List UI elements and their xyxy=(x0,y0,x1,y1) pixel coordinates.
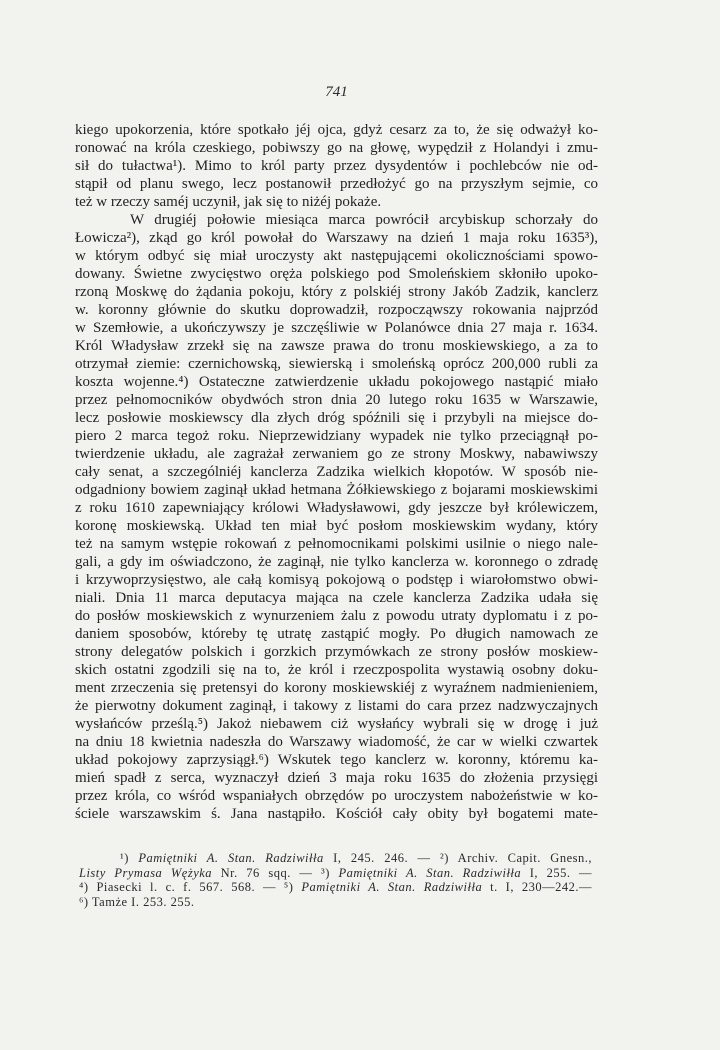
footnote-text: ⁶) Tamże I. 253. 255. xyxy=(79,894,195,909)
text-line: koronę moskiewską. Układ ten miał być posłom moskiewskim wydany, który xyxy=(75,518,598,534)
footnote-text: Nr. 76 sqq. — ³) xyxy=(212,865,339,880)
text-line: na dniu 18 kwietnia nadeszła do Warszawy wiadomość, że car w wielki czwartek xyxy=(75,734,598,750)
footnote-source-title: Listy Prymasa Wężyka xyxy=(79,865,213,880)
text-line: Łowicza²), zkąd go król powołał do Warszawy na dzień 1 maja roku 1635³), xyxy=(75,230,598,246)
text-line: też na samym wstępie rokowań z pełnomocnikami polskimi usilnie o niego nale- xyxy=(75,536,598,552)
footnote-source-title: Pamiętniki A. Stan. Radziwiłła xyxy=(138,851,324,865)
text-line: wysłańców prześlą.⁵) Jakoż niebawem ciż wysłańcy wybrali się w drogę i już xyxy=(75,716,598,732)
footnote-text: I, 245. 246. — ²) Archiv. Capit. Gnesn., xyxy=(323,851,592,865)
text-line: lecz posłowie moskiewscy dla złych dróg spóźnili się i przybyli na miejsce do- xyxy=(75,410,598,426)
text-line: w. koronny głównie do skutku doprowadził, rozpocząwszy rokowania najprzód xyxy=(75,302,598,318)
text-line: niali. Dnia 11 marca deputacya mająca na czele kanclerza Zadzika udała się xyxy=(75,590,598,606)
text-line: odgadniony bowiem zaginął układ hetmana Żółkiewskiego z bojarami moskiewskimi xyxy=(75,482,598,498)
footnote-line xyxy=(79,895,592,910)
text-line: przez króla, co wśród wspaniałych obrzędów po uroczystem nabożeństwie w ko- xyxy=(75,788,598,804)
text-line: sił do tułactwa¹). Mimo to król party przez dysydentów i pochlebców nie od- xyxy=(75,158,598,174)
text-line: strony delegatów polskich i gorzkich przymówkach ze strony posłów moskiew- xyxy=(75,644,598,660)
text-line: rzoną Moskwę do żądania pokoju, który z polskiéj strony Jakób Zadzik, kanclerz xyxy=(75,284,598,300)
text-line: układ pokojowy zaprzysiągł.⁶) Wskutek tego kanclerz w. koronny, któremu ka- xyxy=(75,752,598,768)
paragraph xyxy=(75,211,598,823)
text-line: i krzywoprzysięstwo, ale całą komisyą pokojową o podstęp i wiarołomstwo obwi- xyxy=(75,572,598,588)
footnote-line xyxy=(79,866,592,881)
footnote-line xyxy=(79,880,592,895)
text-line: dowany. Świetne zwycięstwo oręża polskiego pod Smoleńskiem skłoniło upoko- xyxy=(75,266,598,282)
text-line: piero 2 marca tegoż roku. Nieprzewidziany wypadek nie tylko przeciągnął po- xyxy=(75,428,598,444)
footnote-text: ⁴) Piasecki l. c. f. 567. 568. — ⁵) xyxy=(79,880,302,894)
footnote-text: I, 255. — xyxy=(521,865,593,880)
text-line: stąpił od planu swego, lecz postanowił przedłożyć go na przyszłym sejmie, co xyxy=(75,176,598,192)
text-line: do posłów moskiewskich z wynurzeniem żalu z powodu utraty dyplomatu i z po- xyxy=(75,608,598,624)
text-line: W drugiéj połowie miesiąca marca powrócił arcybiskup schorzały do xyxy=(130,212,598,228)
paragraph xyxy=(75,121,598,211)
text-line: też w rzeczy saméj uczynił, jak się to niżéj pokaże. xyxy=(75,194,382,210)
footnote-text: t. I, 230—242.— xyxy=(482,880,593,894)
text-line: ściele warszawskim ś. Jana nastąpiło. Kościół cały obity był bogatemi mate- xyxy=(75,806,598,822)
page-number: 741 xyxy=(325,84,348,100)
footnote-source-title: Pamiętniki A. Stan. Radziwiłła xyxy=(301,880,483,894)
text-line: że pierwotny dokument zaginął, i takowy z listami do cara przez nadzwyczajnych xyxy=(75,698,598,714)
text-line: gali, a gdy im oświadczono, że zaginął, nie tylko kanclerza w. koronnego o zdradę xyxy=(75,554,598,570)
text-line: skich ostatni zgodzili się na to, że król i rzeczpospolita wystawią osobny doku- xyxy=(75,662,598,678)
text-line: kiego upokorzenia, które spotkało jéj ojca, gdyż cesarz za to, że się odważył ko- xyxy=(75,122,598,138)
text-line: daniem sposobów, któreby tę utratę zastąpić mogły. Po długich namowach ze xyxy=(75,626,598,642)
footnote-source-title: Pamiętniki A. Stan. Radziwiłła xyxy=(338,865,522,880)
text-line: z roku 1610 zapewniający królowi Władysławowi, gdy jeszcze był królewiczem, xyxy=(75,500,598,516)
text-line: Król Władysław zrzekł się na zawsze prawa do tronu moskiewskiego, a za to xyxy=(75,338,598,354)
body-text xyxy=(75,121,598,823)
text-line: w Szemłowie, a ukończywszy je szczęśliwie w Polanówce dnia 27 maja r. 1634. xyxy=(75,320,598,336)
footnote-text: ¹) xyxy=(120,851,139,865)
text-line: koszta wojenne.⁴) Ostateczne zatwierdzenie układu pokojowego nastąpić miało xyxy=(75,374,598,390)
text-line: w którym odbyć się miał uroczysty akt następującemi okolicznościami spowo- xyxy=(75,248,598,264)
text-line: ment zrzeczenia się pretensyi do korony moskiewskiéj z wyraźnem nadmienieniem, xyxy=(75,680,598,696)
text-line: przez pełnomocników obydwóch stron dnia 20 lutego roku 1635 w Warszawie, xyxy=(75,392,598,408)
footnote-line xyxy=(79,851,592,866)
footnotes xyxy=(79,851,592,909)
text-line: ronować na króla czeskiego, pobiwszy go na głowę, wypędził z Holandyi i zmu- xyxy=(75,140,598,156)
text-line: twierdzenie układu, ale zagrażał zerwaniem go ze strony Moskwy, nabawiwszy xyxy=(75,446,598,462)
text-line: otrzymał ziemie: czernichowską, siewierską i smoleńską oprócz 200,000 rubli za xyxy=(75,356,598,372)
text-line: mień spadł z serca, wyznaczył dzień 3 maja roku 1635 do złożenia przysięgi xyxy=(75,770,598,786)
text-line: cały senat, a szczególniéj kanclerza Zadzika wielkich kłopotów. W sposób nie- xyxy=(75,464,598,480)
